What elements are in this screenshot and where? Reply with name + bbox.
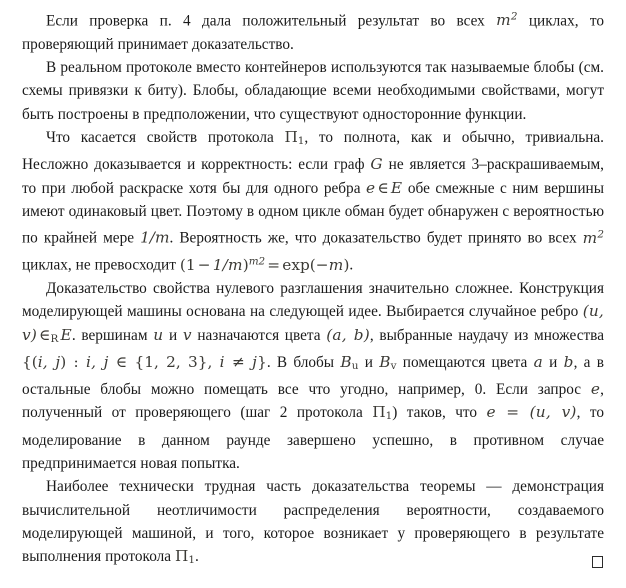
set-colon: ) : (60, 352, 86, 371)
math-blob-b-u (340, 353, 358, 371)
paragraph-4-text-4: назначаются цвета (191, 326, 327, 344)
math-one-over-m-value: 1/m (140, 228, 170, 247)
paragraph-4-text-1: Доказательство свойства нулевого разглашения значительно сложнее. Конструкция моделирующей машины основана на следующей идее. Выбирается случайное ребро (22, 279, 604, 321)
math-color-a: a (533, 352, 543, 371)
end-of-proof-square-icon (592, 556, 603, 568)
math-blob-b-v (379, 353, 396, 371)
set-comma: , (207, 352, 220, 371)
math-superscript: 2 (510, 11, 518, 23)
math-protocol-pi-1 (284, 128, 304, 146)
math-base: B (340, 352, 352, 371)
math-query-e: e (590, 379, 601, 398)
paragraph-3-text-1: Что касается свойств протокола (46, 129, 285, 147)
math-subscript: R (50, 332, 59, 345)
paragraph-4-text-5: , выбранные наудачу из множества (369, 326, 604, 344)
math-random-element-of (37, 326, 60, 344)
paragraph-3-text-7: . (349, 256, 354, 274)
formula-open: (1 (179, 255, 196, 274)
math-edge-pair-uv: (u, v) (22, 302, 604, 344)
math-query-e-2: e (486, 403, 496, 422)
paragraph-1-text-1: Если проверка п. 4 дала положительный результат во всех (46, 12, 497, 30)
math-probability-formula (180, 256, 350, 274)
formula-equals: = (267, 255, 281, 274)
math-base: m (582, 228, 598, 247)
math-base: Π (372, 403, 386, 422)
math-color-pair-ab: (a, b) (326, 325, 370, 344)
formula-right-paren: ) (343, 255, 350, 274)
paragraph-4-text-13: , то моделирование в данном раунде завершено успешно, в противном случае предпринимается новая попытка. (22, 404, 604, 472)
paragraph-5-text-2: . (195, 548, 199, 566)
math-protocol-pi-1-b (372, 403, 392, 421)
paragraph-3-text-4: обе смежные с ним вершины имеют одинаковый цвет. Поэтому в одном цикле обман будет обнаружен с вероятностью по крайней мере (22, 179, 604, 247)
math-base: Π (284, 128, 298, 147)
math-subscript: u (351, 359, 359, 372)
formula-negative-m: −m (315, 255, 344, 274)
formula-exponent: m2 (248, 255, 266, 268)
math-equals-operator: = (495, 403, 530, 422)
math-m-squared (496, 11, 517, 29)
paragraph-3-text-6: циклах, не превосходит (22, 256, 180, 274)
math-subscript: 1 (188, 554, 196, 567)
math-color-b: b (563, 352, 574, 371)
math-one-over-m (140, 229, 169, 247)
paragraph-3-text-2: , то полнота, как и обычно, тривиальна. Несложно доказывается и корректность: если граф (22, 129, 604, 174)
paragraph-1-text-2: циклах, то проверяющий принимает доказательство. (22, 12, 605, 53)
set-var-j: j (252, 352, 258, 371)
math-subscript: 1 (297, 134, 305, 147)
set-pair-ij: i, j (37, 352, 61, 371)
paragraph-4-text-11: , полученный от проверяющего (шаг 2 протокола (22, 380, 604, 422)
math-m-squared-2 (583, 229, 604, 247)
paragraph-3-text-5: . Вероятность же, что доказательство будет принято во всех (169, 229, 583, 247)
math-vertex-u: u (153, 325, 164, 344)
formula-fraction: 1/m (212, 255, 243, 274)
math-vertex-v: v (182, 325, 192, 344)
math-edge-pair-uv-2: (u, v) (529, 403, 577, 422)
set-numbers: {1, 2, 3} (134, 352, 208, 371)
formula-minus: − (197, 255, 211, 274)
math-edge-e: e (366, 178, 376, 197)
math-superscript: 2 (597, 228, 604, 241)
paragraph-2-text: В реальном протоколе вместо контейнеров используются так называемые блобы (см. схемы привязки к биту). Блобы, обладающие всеми необходимыми свойствами, могут быть построены в предположении, что существуют односторонние функции. (22, 59, 604, 123)
math-base: Π (175, 547, 189, 566)
paragraph-4 (22, 277, 604, 475)
set-vars-ij: i, j (86, 352, 109, 371)
math-base: m (496, 11, 511, 30)
math-subscript: v (390, 359, 397, 372)
paragraph-4-text-12: ) таков, что (392, 404, 487, 422)
math-color-set (22, 353, 267, 371)
paragraph-4-text-7: и (358, 353, 380, 371)
paragraph-5 (22, 475, 604, 572)
set-element-of: ∈ (108, 352, 135, 371)
paragraph-3-text-3: не является 3–раскрашиваемым, то при любой раскраске хотя бы для одного ребра (22, 156, 604, 197)
math-protocol-pi-1-c (175, 547, 195, 565)
math-edge-set-e: E (390, 178, 403, 197)
set-var-i: i (219, 352, 225, 371)
math-graph-g: G (370, 155, 383, 174)
paragraph-3 (22, 126, 604, 277)
set-not-equal: ≠ (224, 352, 253, 371)
paragraph-1 (22, 6, 604, 56)
paragraph-5-text-1: Наиболее технически трудная часть доказательства теоремы — демонстрация вычислительной неотличимости распределения вероятности, создаваемого моделирующей машиной, и того, которое возникает у проверяющего в результате выполнения протокола (22, 478, 604, 566)
set-open: {( (22, 352, 38, 371)
math-subscript: 1 (385, 410, 393, 423)
paragraph-4-text-2: . вершинам (71, 326, 154, 344)
math-element-of-operator: ∈ (377, 178, 389, 197)
formula-close-paren: ) (242, 255, 249, 274)
paragraph-4-text-6: . В блобы (266, 353, 341, 371)
paragraph-2 (22, 56, 604, 126)
paragraph-4-text-3: и (163, 326, 183, 344)
paragraph-4-text-8: помещаются цвета (396, 353, 534, 371)
math-base: ∈ (39, 325, 51, 344)
math-edge-set-e-2: E (60, 325, 72, 344)
formula-exp-function: exp( (282, 255, 316, 274)
math-base: B (379, 352, 391, 371)
set-close: } (257, 352, 267, 371)
paragraph-4-text-10: , а в остальные блобы можно помещать все что угодно, например, 0. Если запрос (22, 353, 604, 398)
paragraph-4-text-9: и (542, 353, 564, 371)
